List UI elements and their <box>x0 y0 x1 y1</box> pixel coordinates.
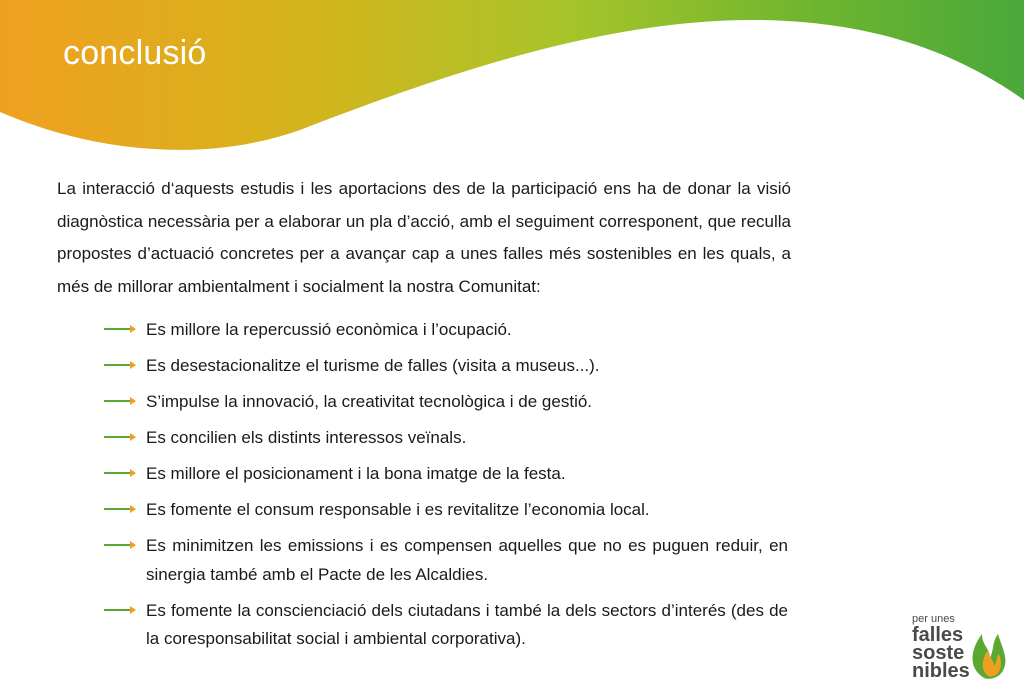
list-item <box>104 424 788 453</box>
list-item-text: Es minimitzen les emissions i es compensen aquelles que no es puguen reduir, en sinergia també amb el Pacte de les Alcaldies. <box>146 536 788 584</box>
list-item <box>104 460 788 489</box>
falles-sostenibles-logo <box>910 608 1010 680</box>
arrow-bullet-icon <box>104 396 136 406</box>
conclusion-list <box>104 316 788 654</box>
intro-paragraph: La interacció d‘aquests estudis i les aportacions des de la participació ens ha de donar la visió diagnòstica necessària per a elaborar un pla d’acció, amb el seguiment corresponent, que reculla propostes d’actuació concretes per a avançar cap a unes falles més sostenibles en les quals, a més de millorar ambientalment i socialment la nostra Comunitat: <box>57 179 791 296</box>
logo-text-line4: nibles <box>912 660 970 680</box>
list-item-text: S’impulse la innovació, la creativitat tecnològica i de gestió. <box>146 392 593 411</box>
arrow-bullet-icon <box>104 324 136 334</box>
arrow-bullet-icon <box>104 540 136 550</box>
list-item <box>104 388 788 417</box>
list-item-text: Es millore el posicionament i la bona imatge de la festa. <box>146 464 566 483</box>
arrow-bullet-icon <box>104 360 136 370</box>
logo-text-line1: per unes <box>912 613 955 625</box>
list-item-text: Es millore la repercussió econòmica i l’ocupació. <box>146 320 512 339</box>
logo-text-line3: soste <box>912 642 965 664</box>
arrow-bullet-icon <box>104 504 136 514</box>
logo-text-line2: falles <box>912 624 964 646</box>
arrow-bullet-icon <box>104 468 136 478</box>
list-item-text: Es desestacionalitze el turisme de falles (visita a museus...). <box>146 356 600 375</box>
flame-icon <box>973 634 1006 679</box>
list-item-text: Es concilien els distints interessos veïnals. <box>146 428 467 447</box>
arrow-bullet-icon <box>104 605 136 615</box>
arrow-bullet-icon <box>104 432 136 442</box>
list-item <box>104 532 788 589</box>
list-item <box>104 496 788 525</box>
header-banner <box>0 0 1024 170</box>
list-item-text: Es fomente el consum responsable i es revitalitze l’economia local. <box>146 500 650 519</box>
list-item <box>104 316 788 345</box>
list-item-text: Es fomente la conscienciació dels ciutadans i també la dels sectors d’interés (des de la coresponsabilitat social i ambiental corporativa). <box>146 600 788 648</box>
list-item <box>104 597 788 654</box>
slide-title: conclusió <box>63 34 207 72</box>
list-item <box>104 352 788 381</box>
